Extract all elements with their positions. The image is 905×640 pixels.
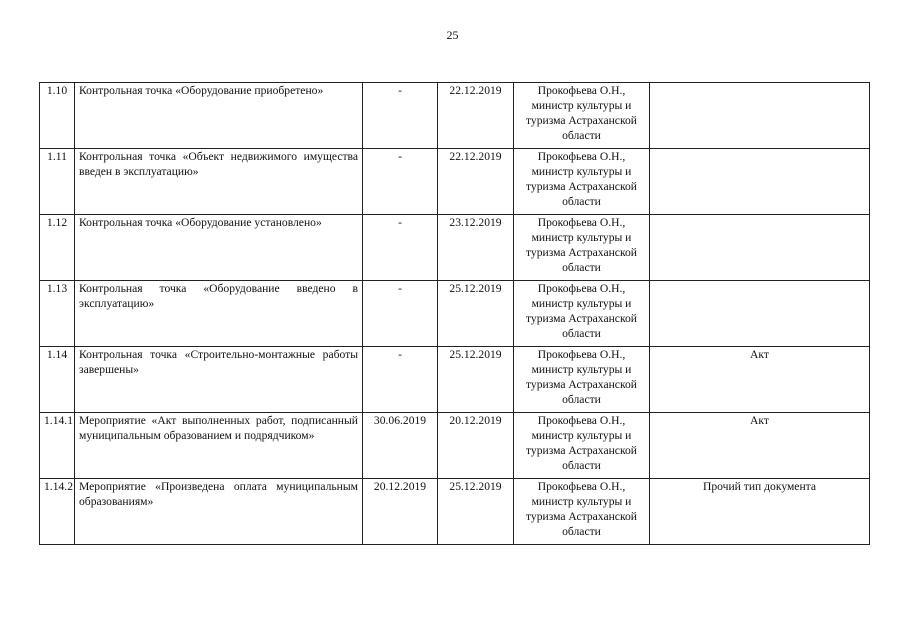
table-row	[40, 83, 870, 149]
row-number: 1.11	[40, 149, 75, 215]
row-document	[650, 83, 870, 149]
row-number: 1.14.2	[40, 479, 75, 545]
row-responsible: Прокофьева О.Н., министр культуры и туризма Астраханской области	[514, 149, 650, 215]
row-end-date: 23.12.2019	[438, 215, 514, 281]
row-document: Акт	[650, 413, 870, 479]
row-end-date: 25.12.2019	[438, 479, 514, 545]
row-end-date: 22.12.2019	[438, 83, 514, 149]
row-start-date: -	[363, 215, 438, 281]
row-responsible: Прокофьева О.Н., министр культуры и туризма Астраханской области	[514, 215, 650, 281]
page-number: 25	[446, 28, 459, 42]
row-end-date: 20.12.2019	[438, 413, 514, 479]
row-responsible: Прокофьева О.Н., министр культуры и туризма Астраханской области	[514, 281, 650, 347]
row-responsible: Прокофьева О.Н., министр культуры и туризма Астраханской области	[514, 479, 650, 545]
table-row	[40, 479, 870, 545]
table-row	[40, 413, 870, 479]
table-row	[40, 149, 870, 215]
row-end-date: 25.12.2019	[438, 347, 514, 413]
row-name: Контрольная точка «Оборудование установлено»	[75, 215, 363, 281]
row-number: 1.14	[40, 347, 75, 413]
table-row	[40, 347, 870, 413]
row-name: Контрольная точка «Оборудование приобретено»	[75, 83, 363, 149]
row-document: Акт	[650, 347, 870, 413]
row-document	[650, 149, 870, 215]
row-start-date: 30.06.2019	[363, 413, 438, 479]
row-number: 1.14.1	[40, 413, 75, 479]
row-document	[650, 281, 870, 347]
row-number: 1.10	[40, 83, 75, 149]
table-row	[40, 215, 870, 281]
row-name: Мероприятие «Акт выполненных работ, подписанный муниципальным образованием и подрядчиком»	[75, 413, 363, 479]
row-name: Контрольная точка «Строительно-монтажные работы завершены»	[75, 347, 363, 413]
row-name: Мероприятие «Произведена оплата муниципальным образованиям»	[75, 479, 363, 545]
row-name: Контрольная точка «Оборудование введено в эксплуатацию»	[75, 281, 363, 347]
row-number: 1.12	[40, 215, 75, 281]
row-responsible: Прокофьева О.Н., министр культуры и туризма Астраханской области	[514, 347, 650, 413]
row-start-date: -	[363, 149, 438, 215]
row-number: 1.13	[40, 281, 75, 347]
table-row	[40, 281, 870, 347]
row-document: Прочий тип документа	[650, 479, 870, 545]
row-responsible: Прокофьева О.Н., министр культуры и туризма Астраханской области	[514, 83, 650, 149]
row-start-date: -	[363, 83, 438, 149]
row-document	[650, 215, 870, 281]
row-responsible: Прокофьева О.Н., министр культуры и туризма Астраханской области	[514, 413, 650, 479]
row-name: Контрольная точка «Объект недвижимого имущества введен в эксплуатацию»	[75, 149, 363, 215]
row-end-date: 22.12.2019	[438, 149, 514, 215]
control-points-table	[39, 82, 870, 545]
row-start-date: 20.12.2019	[363, 479, 438, 545]
row-start-date: -	[363, 281, 438, 347]
row-end-date: 25.12.2019	[438, 281, 514, 347]
row-start-date: -	[363, 347, 438, 413]
